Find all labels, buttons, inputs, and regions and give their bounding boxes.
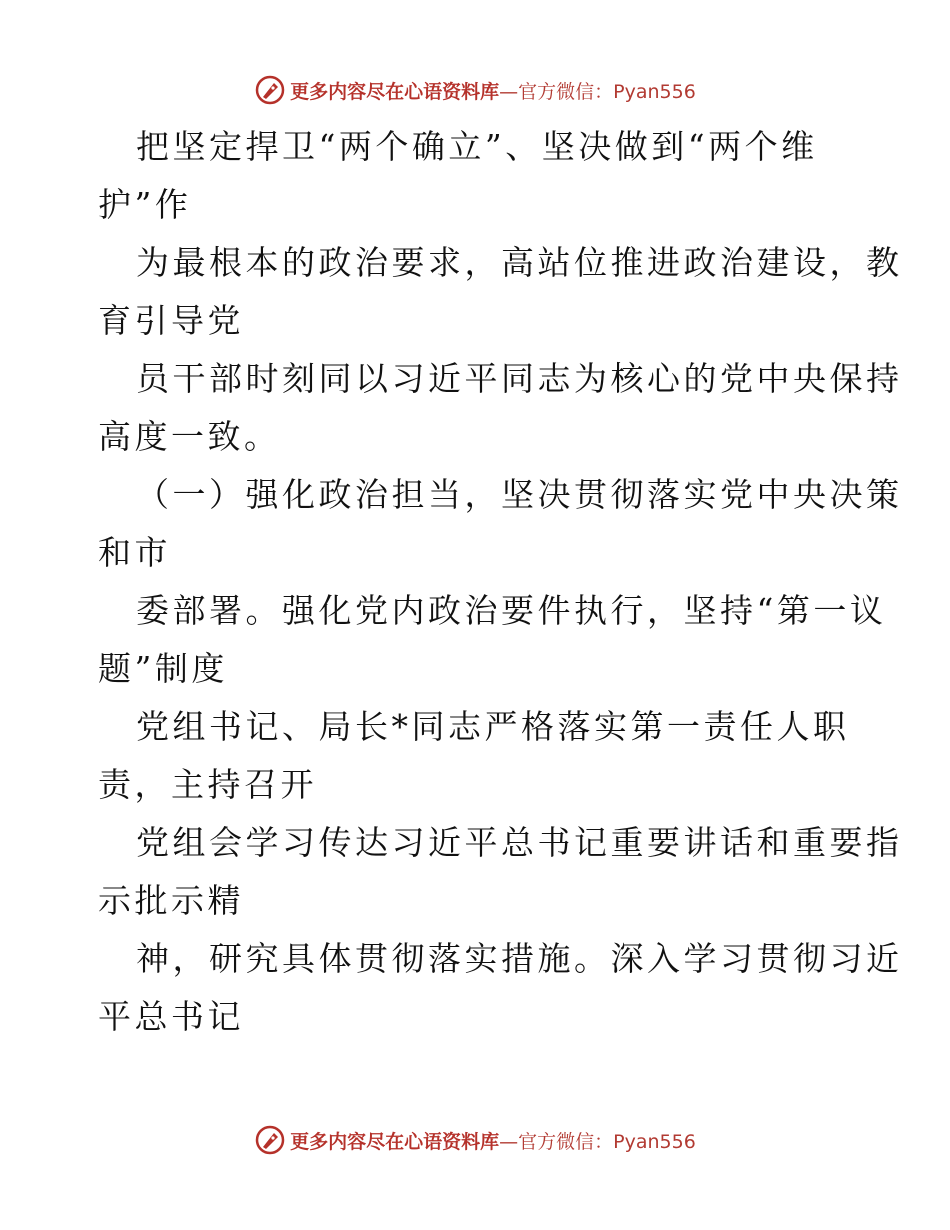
body-line: 平总书记: [98, 997, 244, 1036]
body-line: 委部署。强化党内政治要件执行，坚持“第一议: [136, 591, 887, 630]
body-line: 为最根本的政治要求，高站位推进政治建设，教: [136, 243, 903, 282]
document-body: [98, 118, 903, 1046]
footer-dash: —: [499, 1130, 519, 1153]
pen-nib-logo-icon: [254, 1124, 286, 1156]
body-line: 员干部时刻同以习近平同志为核心的党中央保持: [136, 359, 903, 398]
footer-site-text: 更多内容尽在心语资料库: [290, 1130, 500, 1153]
body-line: 党组会学习传达习近平总书记重要讲话和重要指: [136, 823, 903, 862]
body-line: （一）强化政治担当，坚决贯彻落实党中央决策: [136, 475, 903, 514]
body-line: 题”制度: [98, 649, 228, 688]
body-line: 育引导党: [98, 301, 244, 340]
header-banner-text: [290, 77, 696, 104]
body-line: 责，主持召开: [98, 765, 317, 804]
footer-wechat-text: 官方微信：Pyan556: [518, 1130, 696, 1153]
body-line: 高度一致。: [98, 417, 281, 456]
header-dash: —: [499, 80, 519, 103]
pen-nib-logo-icon: [254, 74, 286, 106]
body-line: 党组书记、局长*同志严格落实第一责任人职: [136, 707, 850, 746]
header-site-text: 更多内容尽在心语资料库: [290, 80, 500, 103]
body-line: 护”作: [98, 185, 192, 224]
body-line: 神，研究具体贯彻落实措施。深入学习贯彻习近: [136, 939, 903, 978]
footer-banner: [0, 1120, 950, 1160]
footer-banner-text: [290, 1127, 696, 1154]
body-line: 把坚定捍卫“两个确立”、坚决做到“两个维: [136, 127, 818, 166]
body-line: 和市: [98, 533, 171, 572]
header-banner: [0, 70, 950, 110]
header-wechat-text: 官方微信：Pyan556: [518, 80, 696, 103]
body-line: 示批示精: [98, 881, 244, 920]
